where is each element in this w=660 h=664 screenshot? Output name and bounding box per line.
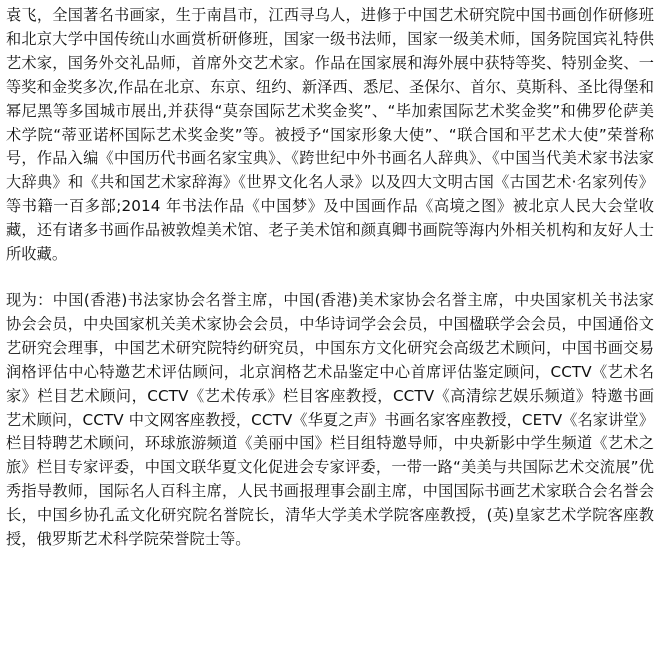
biography-paragraph: 袁飞，全国著名书画家，生于南昌市，江西寻乌人，进修于中国艺术研究院中国书画创作研修班和北京大学中国传统山水画赏析研修班，国家一级书法师，国家一级美术师，国务院国宾礼特供艺术家，国务外交礼品师，首席外交艺术家。作品在国家展和海外展中获特等奖、特别金奖、一等奖和金奖多次,作品在北京、东京、纽约、新泽西、悉尼、圣保尔、首尔、莫斯科、圣比得堡和幂尼黑等多国城市展出,并获得“莫奈国际艺术奖金奖”、“毕加索国际艺术奖金奖”和佛罗伦萨美术学院“蒂亚诺杯国际艺术奖金奖”等。被授予“国家形象大使”、“联合国和平艺术大使”荣誉称号，作品入编《中国历代书画名家宝典》、《跨世纪中外书画名人辞典》、《中国当代美术家书法家大辞典》和《共和国艺术家辞海》《世界文化名人录》以及四大文明古国《古国艺术·名家列传》等书籍一百多部;2014 年书法作品《中国梦》及中国画作品《高境之图》被北京人民大会堂收藏，还有诸多书画作品被敦煌美术馆、老子美术馆和颜真卿书画院等海内外相关机构和友好人士所收藏。 [6, 6, 654, 264]
biography-document [6, 4, 654, 552]
titles-paragraph: 现为：中国(香港)书法家协会名誉主席，中国(香港)美术家协会名誉主席，中央国家机关书法家协会会员，中央国家机关美术家协会会员，中华诗词学会会员，中国楹联学会会员，中国通俗文艺研究会理事，中国艺术研究院特约研究员，中国东方文化研究会高级艺术顾问，中国书画交易润格评估中心特邀艺术评估顾问，北京润格艺术品鉴定中心首席评估鉴定顾问，CCTV《艺术名家》栏目艺术顾问，CCTV《艺术传承》栏目客座教授，CCTV《高清综艺娱乐频道》特邀书画艺术顾问，CCTV 中文网客座教授，CCTV《华夏之声》书画名家客座教授，CETV《名家讲堂》栏目特聘艺术顾问，环球旅游频道《美丽中国》栏目组特邀导师，中央新影中学生频道《艺术之旅》栏目专家评委，中国文联华夏文化促进会专家评委，一带一路“美美与共国际艺术交流展”优秀指导教师，国际名人百科主席，人民书画报理事会副主席，中国国际书画艺术家联合会名誉会长，中国乡协孔孟文化研究院名誉院长，清华大学美术学院客座教授，(英)皇家艺术学院客座教授，俄罗斯艺术科学院荣誉院士等。 [6, 290, 654, 549]
